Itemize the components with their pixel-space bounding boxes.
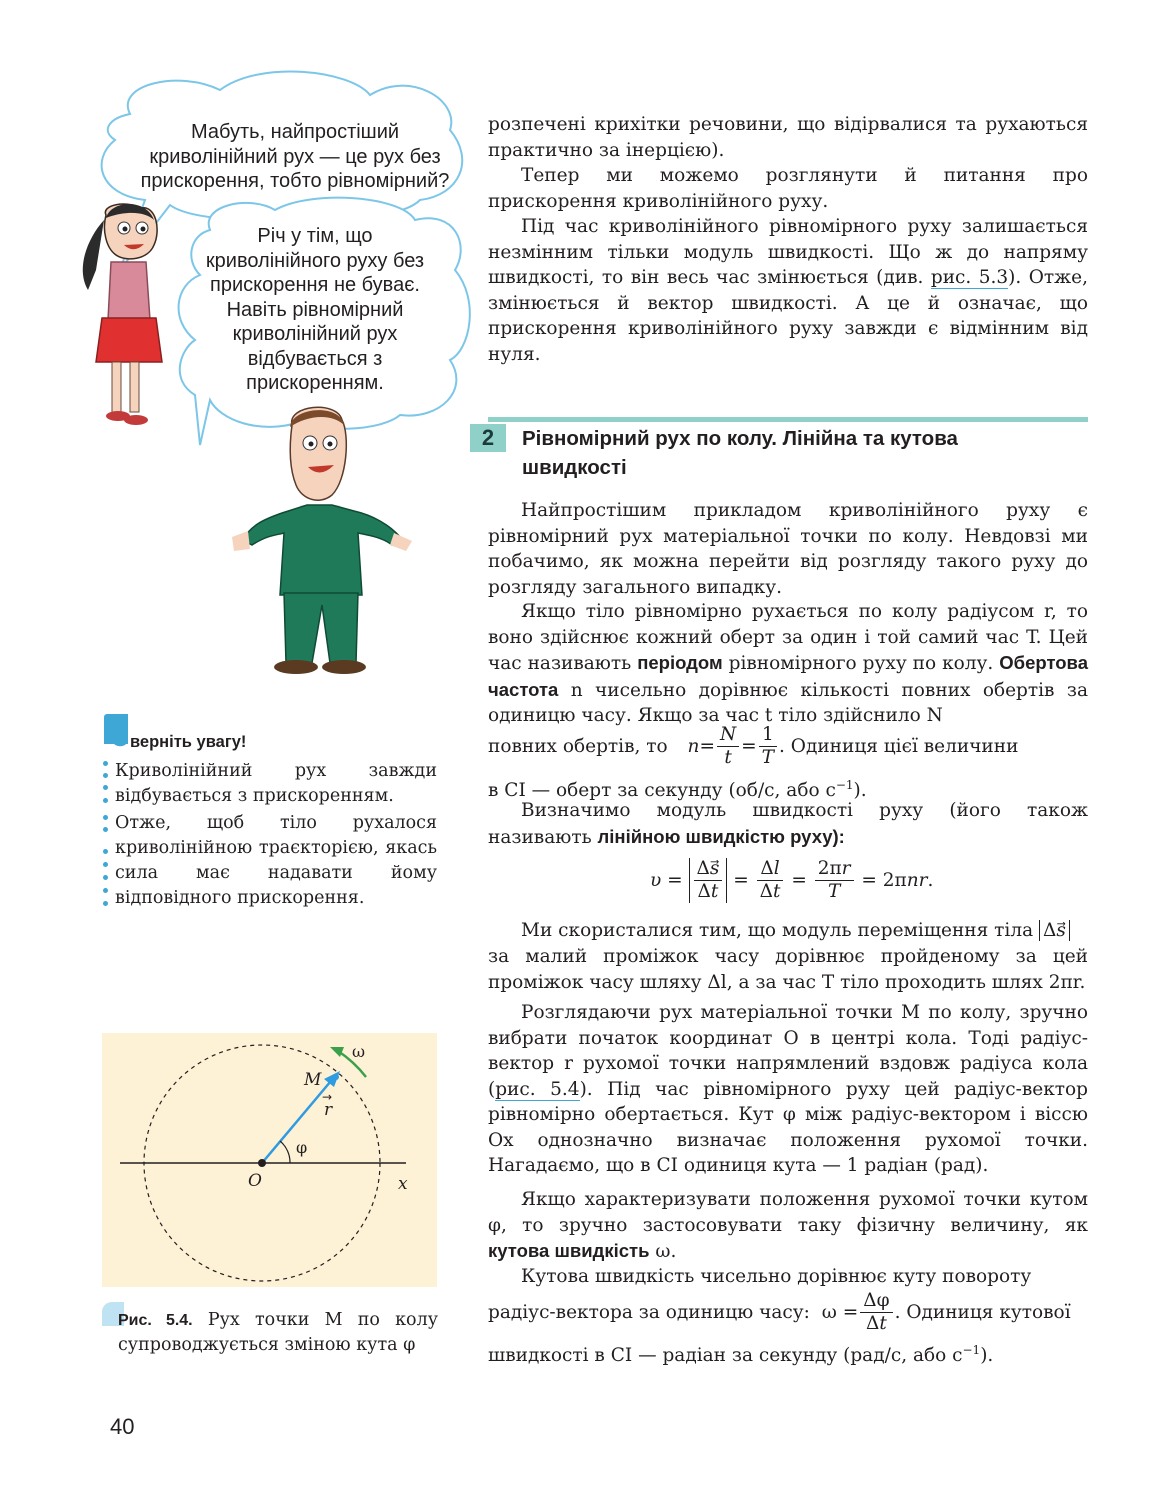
section-title: Рівномірний рух по колу. Лінійна та кутова швидкості [522, 427, 958, 479]
paragraph-9: Якщо характеризувати положення рухомої точки кутом φ, то зручно застосовувати таку фізичну величину, як кутова швидкість ω. [488, 1189, 1088, 1262]
figure-caption [118, 1308, 438, 1357]
angular-velocity-formula-line: радіус-вектора за одиницю часу: ω = $\frac{\Delta\varphi}{\Delta t}$ . Одиниця кутової [488, 1290, 1071, 1334]
phi-label: φ [296, 1138, 308, 1157]
figure-5-4 [102, 1033, 437, 1287]
paragraph-7-line1: Ми скористалися тим, що модуль переміщення тіла Δs [488, 918, 1088, 944]
paragraph-8: Розглядаючи рух матеріальної точки M по колу, зручно вибрати початок координат O в центрі кола. Тоді радіус-вектор r рухомої точки напрямлений вздовж радіуса кола (рис. 5.4). Під час рівномірного руху цей радіус-вектор рівномірно обертається. Кут φ між радіус-вектором і віссю Ox однозначно визначає положення рухомої точки. Нагадаємо, що в СІ одиниця кута — 1 радіан (рад). [488, 1002, 1088, 1176]
paragraph-4: Найпростішим прикладом криволінійного руху є рівномірний рух матеріальної точки по колу. Невдовзі ми побачимо, як можна перейти від розгляду такого руху до розгляду загального випадку. [488, 500, 1088, 598]
velocity-formula: υ = $\frac{\Delta s}{\Delta t}$ = $\frac{\Delta l}{\Delta t}$ = $\frac{2\pi r}{T}$ = 2πnr. [650, 858, 934, 902]
teacher-illustration [222, 405, 422, 680]
section-number-box [470, 424, 506, 452]
paragraph-5: Якщо тіло рівномірно рухається по колу радіусом r, то воно здійснює кожний оберт за один і той самий час T. Цей час називають періодом рівномірного руху по колу. Обертова частота n чисельно дорівнює кількості повних обертів за одиницю часу. Якщо за час t тіло здійснило N [488, 601, 1088, 726]
teacher-bubble-text: Річ у тім, що криволінійного руху без прискорення не буває. Навіть рівномірний криволінійний рух відбувається з прискоренням. [205, 225, 425, 394]
paragraph-7: за малий проміжок часу дорівнює пройденому за цей проміжок часу шляху Δl, а за час T тіло проходить шлях 2πr. [488, 946, 1088, 993]
paragraph-1: розпечені крихітки речовини, що відірвалися та рухаються практично за інерцією). [488, 114, 1088, 161]
x-label: x [398, 1174, 408, 1194]
caption-text: Рух точки M по колу супроводжується зміною кута φ [118, 1310, 438, 1355]
paragraph-3: Під час криволінійного рівномірного руху залишається незмінним тільки модуль швидкості. Що ж до напряму швидкості, то він весь час змінюється (див. рис. 5.3). Отже, змінюється й вектор швидкості. А це й означає, що прискорення криволінійного руху завжди є відмінним від нуля. [488, 216, 1088, 365]
paragraph-6: Визначимо модуль швидкості руху (його також називають лінійною швидкістю руху): [488, 800, 1088, 848]
attention-item-1: Криволінійний рух завжди відбувається з прискоренням. [115, 761, 437, 806]
girl-illustration [66, 200, 176, 440]
page-number: 40 [110, 1414, 135, 1439]
section-number: 2 [481, 425, 495, 450]
link-fig-5-4[interactable]: рис. 5.4 [495, 1078, 580, 1100]
r-label: r [324, 1100, 333, 1120]
svg-text:→: → [322, 1090, 333, 1104]
paragraph-10-unit: швидкості в СІ — радіан за секунду (рад/с, або $с^{-1}$). [488, 1343, 994, 1367]
paragraph-5-unit: в СІ — оберт за секунду (об/с, або $с^{-1}$). [488, 778, 867, 802]
point-M [333, 1074, 339, 1080]
attention-item-2: Отже, щоб тіло рухалося криволінійною траєкторією, якась сила має надавати йому відповідного прискорення. [115, 813, 437, 908]
link-fig-5-3[interactable]: рис. 5.3 [930, 267, 1009, 288]
paragraph-10: Кутова швидкість чисельно дорівнює куту повороту [521, 1266, 1032, 1287]
O-label: O [248, 1171, 262, 1191]
period-formula-line: повних обертів, то n= $\frac{N}{t}$ = $\frac{1}{T}$ . Одиниця цієї величини [488, 724, 1019, 768]
omega-label: ω [352, 1042, 366, 1061]
caption-label: Рис. 5.4. [118, 1312, 193, 1329]
attention-title: верніть увагу! [130, 733, 247, 751]
M-label: M [304, 1070, 322, 1090]
girl-bubble-text: Мабуть, найпростіший криволінійний рух — це рух без прискорення, тобто рівномірний? [140, 121, 450, 192]
attention-heading [112, 722, 412, 752]
paragraph-2: Тепер ми можемо розглянути й питання про прискорення криволінійного руху. [488, 165, 1088, 212]
section-rule [488, 417, 1088, 422]
attention-initial: З [112, 722, 129, 752]
origin-point [258, 1159, 266, 1167]
